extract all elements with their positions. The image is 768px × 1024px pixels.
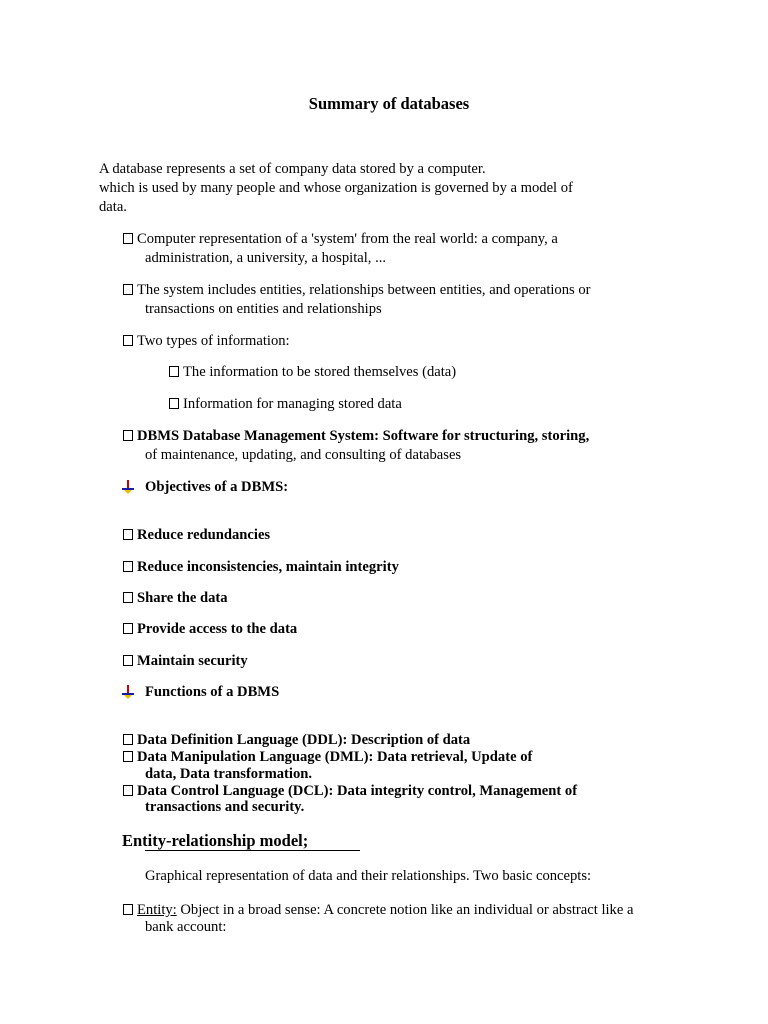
subbullet-managing [169, 395, 402, 413]
heading-underline [145, 850, 360, 851]
arrow-head-icon [124, 695, 132, 699]
bullet-text: The system includes entities, relationships between entities, and operations or [137, 282, 591, 298]
intro-line-1: A database represents a set of company data stored by a computer. [99, 161, 486, 177]
function-text: Data Control Language (DCL): Data integrity control, Management of [137, 783, 578, 799]
checkbox-glyph-icon [123, 785, 133, 796]
entity-text: Object in a broad sense: A concrete notion like an individual or abstract like a [176, 902, 634, 918]
arrow-bullet-icon [122, 480, 134, 494]
objective-text: Reduce inconsistencies, maintain integrity [137, 559, 399, 575]
bullet-two-types [123, 332, 290, 350]
objectives-heading: Objectives of a DBMS: [145, 479, 289, 495]
document-title: Summary of databases [308, 94, 470, 113]
checkbox-glyph-icon [169, 398, 179, 409]
intro-line-3: data. [99, 199, 127, 215]
bullet-entity [123, 901, 633, 919]
bullet-text: Two types of information: [137, 333, 290, 349]
bullet-dbms [123, 427, 589, 445]
checkbox-glyph-icon [123, 561, 133, 572]
objective-text: Provide access to the data [137, 621, 298, 637]
arrow-head-icon [124, 490, 132, 494]
objective-text: Share the data [137, 590, 228, 606]
checkbox-glyph-icon [123, 904, 133, 915]
bullet-continuation: administration, a university, a hospital, ... [145, 250, 387, 266]
objective-item [123, 589, 228, 607]
checkbox-glyph-icon [123, 335, 133, 346]
bullet-computer-representation [123, 230, 558, 248]
function-continuation: transactions and security. [145, 799, 305, 815]
checkbox-glyph-icon [123, 529, 133, 540]
checkbox-glyph-icon [123, 592, 133, 603]
bullet-text: DBMS Database Management System: Software for structuring, storing, [137, 428, 590, 444]
objective-item [123, 652, 248, 670]
functions-heading: Functions of a DBMS [145, 684, 280, 700]
checkbox-glyph-icon [123, 284, 133, 295]
function-continuation: data, Data transformation. [145, 766, 313, 782]
objective-text: Maintain security [137, 653, 248, 669]
checkbox-glyph-icon [169, 366, 179, 377]
intro-line-2: which is used by many people and whose organization is governed by a model of [99, 180, 573, 196]
function-dml [123, 748, 532, 766]
arrow-bullet-icon [122, 685, 134, 699]
entity-term: Entity: [137, 902, 177, 918]
checkbox-glyph-icon [123, 734, 133, 745]
objective-item [123, 558, 399, 576]
checkbox-glyph-icon [123, 430, 133, 441]
checkbox-glyph-icon [123, 655, 133, 666]
bullet-text: Information for managing stored data [183, 396, 402, 412]
bullet-continuation: bank account: [145, 919, 227, 935]
bullet-continuation: transactions on entities and relationships [145, 301, 382, 317]
arrow-bar-icon [122, 488, 134, 490]
objective-text: Reduce redundancies [137, 527, 271, 543]
bullet-continuation: of maintenance, updating, and consulting of databases [145, 447, 462, 463]
subbullet-data [169, 363, 456, 381]
er-model-heading [122, 832, 308, 850]
objective-item [123, 620, 297, 638]
function-text: Data Definition Language (DDL): Description of data [137, 732, 471, 748]
checkbox-glyph-icon [123, 233, 133, 244]
checkbox-glyph-icon [123, 623, 133, 634]
checkbox-glyph-icon [123, 751, 133, 762]
er-heading-text: Entity-relationship model; [122, 831, 309, 850]
function-text: Data Manipulation Language (DML): Data retrieval, Update of [137, 749, 533, 765]
objective-item [123, 526, 270, 544]
bullet-text: The information to be stored themselves (data) [183, 364, 457, 380]
er-description: Graphical representation of data and their relationships. Two basic concepts: [145, 868, 592, 884]
function-ddl [123, 731, 470, 749]
bullet-text: Computer representation of a 'system' from the real world: a company, a [137, 231, 558, 247]
arrow-bar-icon [122, 693, 134, 695]
bullet-system-includes [123, 281, 591, 299]
